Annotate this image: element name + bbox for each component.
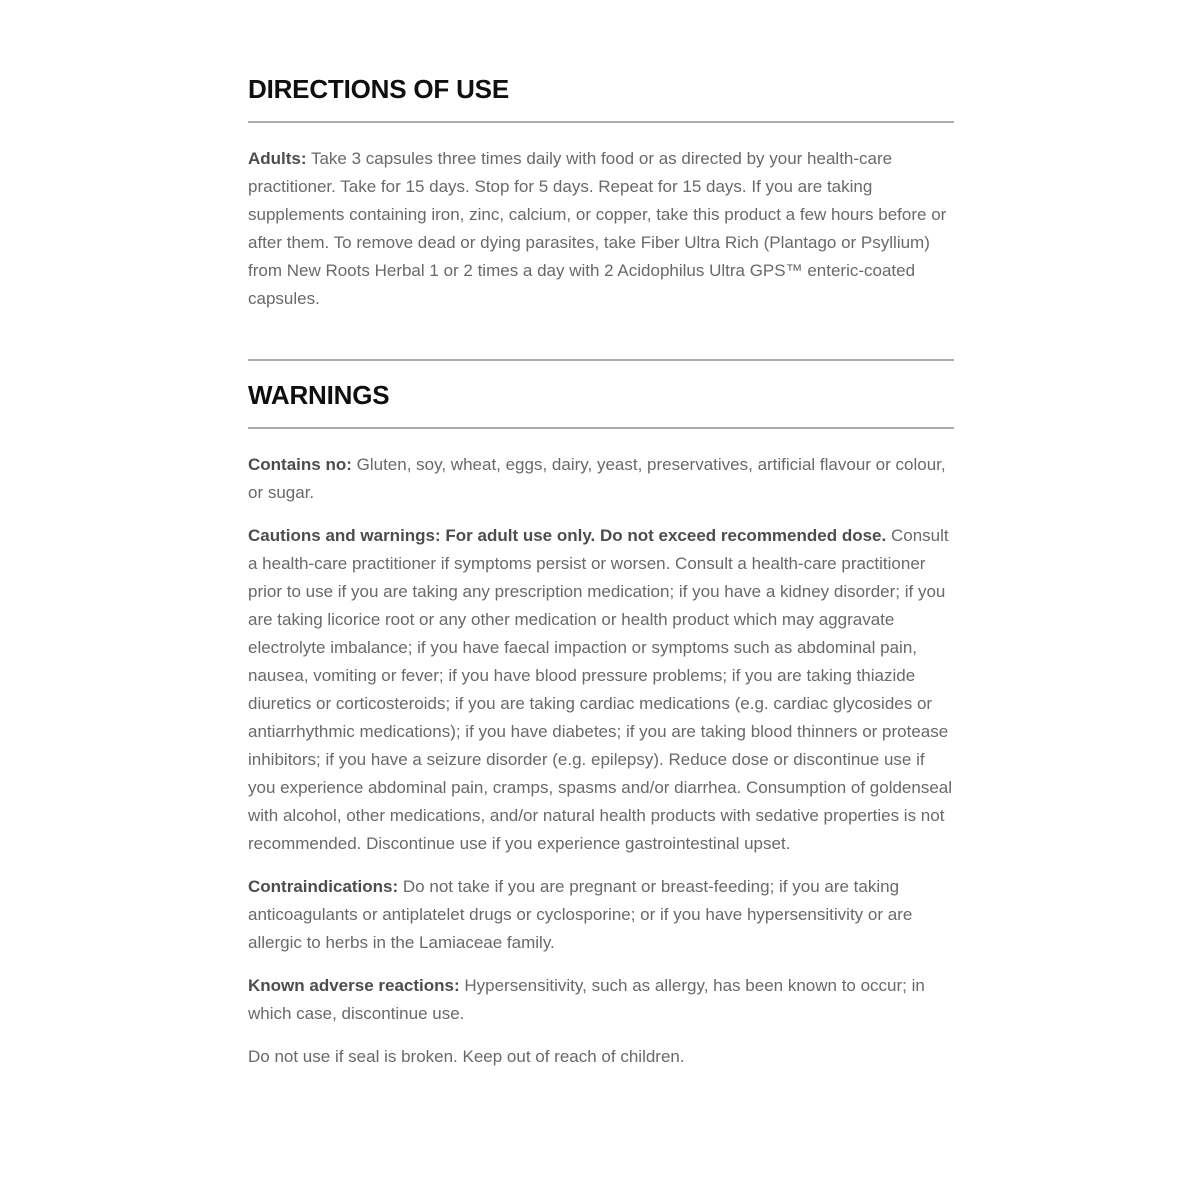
paragraph-text: Do not use if seal is broken. Keep out of reach of children.: [248, 1047, 685, 1066]
paragraph-text: Do not take if you are pregnant or breast-feeding; if you are taking anticoagulants or antiplatelet drugs or cyclosporine; or if you have hypersensitivity or are allergic to herbs in the Lamiaceae family.: [248, 877, 913, 952]
paragraph-text: Gluten, soy, wheat, eggs, dairy, yeast, preservatives, artificial flavour or colour, or sugar.: [248, 455, 946, 502]
section-directions-of-use: [248, 76, 954, 313]
paragraph-adults: [248, 145, 954, 313]
paragraph-contraindications: [248, 873, 954, 957]
divider-rule: [248, 121, 954, 123]
paragraph-lead: Adults:: [248, 149, 307, 168]
directions-section-title: DIRECTIONS OF USE: [248, 74, 509, 104]
paragraph-lead: Known adverse reactions:: [248, 976, 460, 995]
paragraph-known-adverse-reactions: [248, 972, 954, 1028]
paragraph-cautions-and-warnings: [248, 522, 954, 858]
warnings-section-title: WARNINGS: [248, 380, 390, 410]
paragraph-lead: Contains no:: [248, 455, 352, 474]
paragraph-text: Hypersensitivity, such as allergy, has been known to occur; in which case, discontinue use.: [248, 976, 925, 1023]
paragraph-contains-no: [248, 451, 954, 507]
paragraph-seal-warning: [248, 1043, 954, 1071]
divider-rule: [248, 359, 954, 361]
paragraph-lead: Contraindications:: [248, 877, 399, 896]
label-content-column: [248, 76, 954, 1071]
paragraph-lead: Cautions and warnings: For adult use only. Do not exceed recommended dose.: [248, 526, 887, 545]
divider-rule: [248, 427, 954, 429]
paragraph-text: Consult a health-care practitioner if symptoms persist or worsen. Consult a health-care practitioner prior to use if you are taking any prescription medication; if you have a kidney disorder; if you are taking licorice root or any other medication or health product which may aggravate electrolyte imbalance; if you have faecal impaction or symptoms such as abdominal pain, nausea, vomiting or fever; if you have blood pressure problems; if you are taking thiazide diuretics or corticosteroids; if you are taking cardiac medications (e.g. cardiac glycosides or antiarrhythmic medications); if you have diabetes; if you are taking blood thinners or protease inhibitors; if you have a seizure disorder (e.g. epilepsy). Reduce dose or discontinue use if you experience abdominal pain, cramps, spasms and/or diarrhea. Consumption of goldenseal with alcohol, other medications, and/or natural health products with sedative properties is not recommended. Discontinue use if you experience gastrointestinal upset.: [248, 526, 953, 853]
section-warnings: [248, 359, 954, 1071]
paragraph-text: Take 3 capsules three times daily with food or as directed by your health-care practitioner. Take for 15 days. Stop for 5 days. Repeat for 15 days. If you are taking supplements containing iron, zinc, calcium, or copper, take this product a few hours before or after them. To remove dead or dying parasites, take Fiber Ultra Rich (Plantago or Psyllium) from New Roots Herbal 1 or 2 times a day with 2 Acidophilus Ultra GPS™ enteric-coated capsules.: [248, 149, 947, 308]
